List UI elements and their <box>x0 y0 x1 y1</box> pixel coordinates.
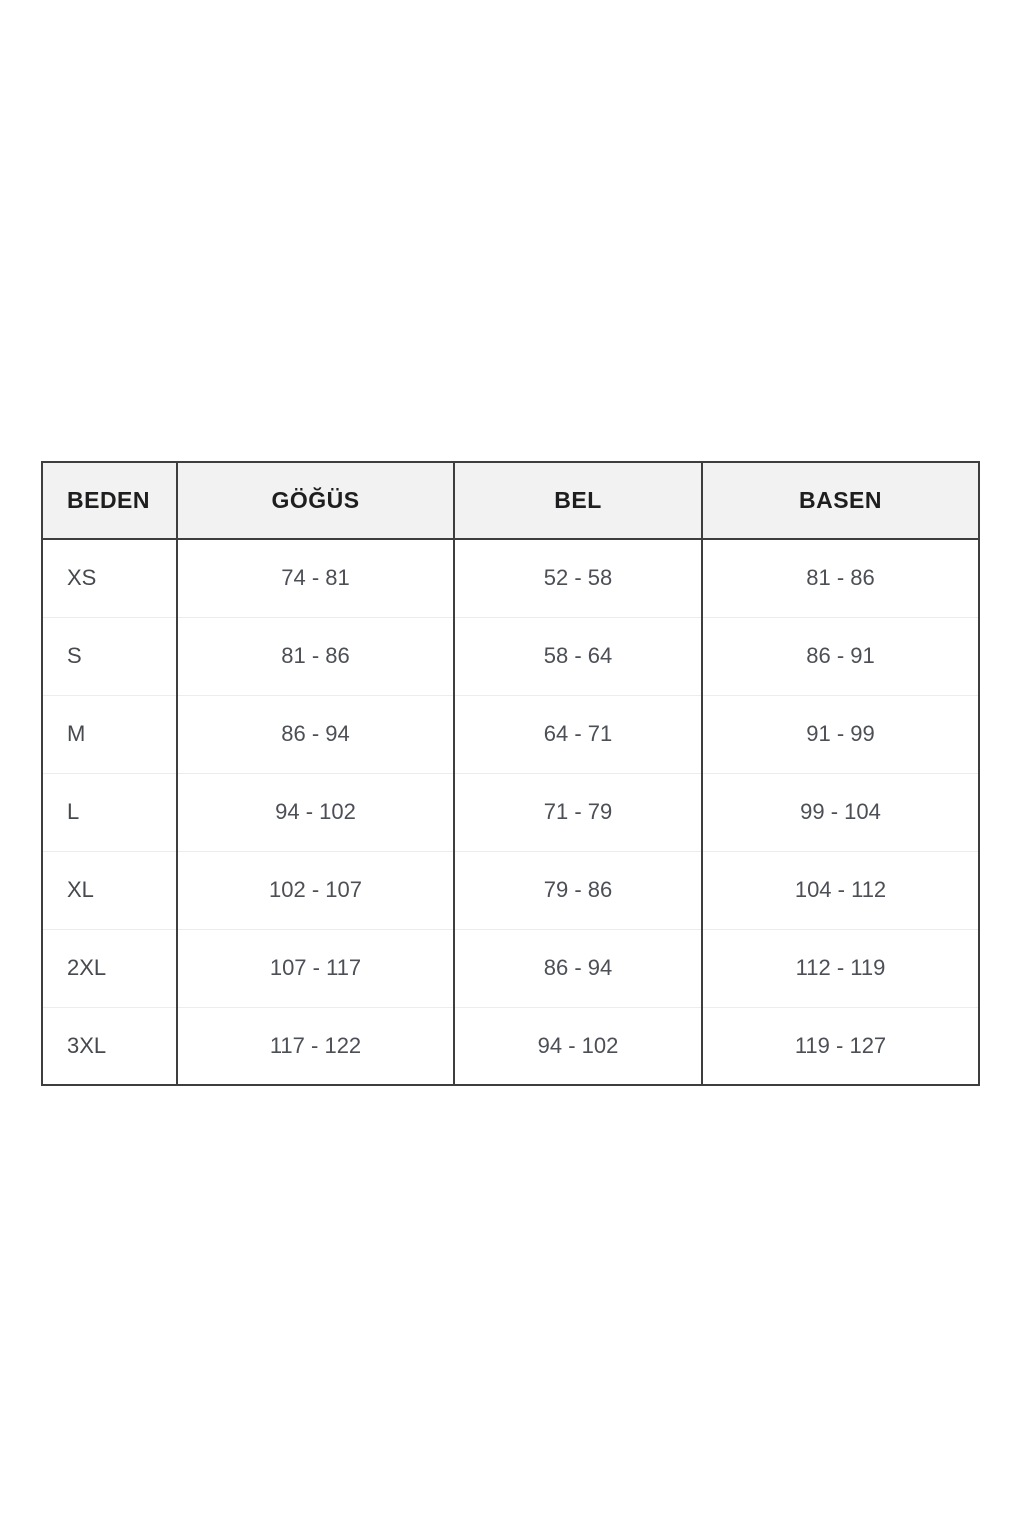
size-cell: L <box>67 799 80 824</box>
hips-cell: 119 - 127 <box>702 1007 979 1085</box>
chest-cell: 102 - 107 <box>177 851 454 929</box>
header-cell-waist: BEL <box>454 462 702 539</box>
waist-cell: 86 - 94 <box>454 929 702 1007</box>
size-cell: XS <box>67 565 97 591</box>
chest-cell: 86 - 94 <box>177 695 454 773</box>
size-cell: 2XL <box>67 955 107 980</box>
table-row-xl <box>42 851 979 929</box>
waist-cell: 58 - 64 <box>454 617 702 695</box>
waist-cell: 71 - 79 <box>454 773 702 851</box>
table-row-m <box>42 695 979 773</box>
hips-cell: 99 - 104 <box>702 773 979 851</box>
table-row-xs <box>42 539 979 617</box>
table-row-3xl <box>42 1007 979 1085</box>
chest-cell: 74 - 81 <box>177 539 454 617</box>
table-row-l <box>42 773 979 851</box>
chest-cell: 107 - 117 <box>177 929 454 1007</box>
hips-cell: 86 - 91 <box>702 617 979 695</box>
hips-cell: 81 - 86 <box>702 539 979 617</box>
chest-cell: 94 - 102 <box>177 773 454 851</box>
header-cell-chest: GÖĞÜS <box>177 462 454 539</box>
header-cell-size: BEDEN <box>67 487 151 513</box>
header-cell-hips: BASEN <box>702 462 979 539</box>
size-chart-table <box>41 461 980 1086</box>
waist-cell: 94 - 102 <box>454 1007 702 1085</box>
table-row-s <box>42 617 979 695</box>
chest-cell: 117 - 122 <box>177 1007 454 1085</box>
size-cell: XL <box>67 877 94 902</box>
header-row <box>42 462 979 539</box>
hips-cell: 104 - 112 <box>702 851 979 929</box>
chest-cell: 81 - 86 <box>177 617 454 695</box>
table-row-2xl <box>42 929 979 1007</box>
hips-cell: 112 - 119 <box>702 929 979 1007</box>
size-cell: S <box>67 643 82 668</box>
size-cell: M <box>67 721 86 746</box>
waist-cell: 52 - 58 <box>454 539 702 617</box>
waist-cell: 79 - 86 <box>454 851 702 929</box>
size-cell: 3XL <box>67 1032 107 1058</box>
hips-cell: 91 - 99 <box>702 695 979 773</box>
waist-cell: 64 - 71 <box>454 695 702 773</box>
